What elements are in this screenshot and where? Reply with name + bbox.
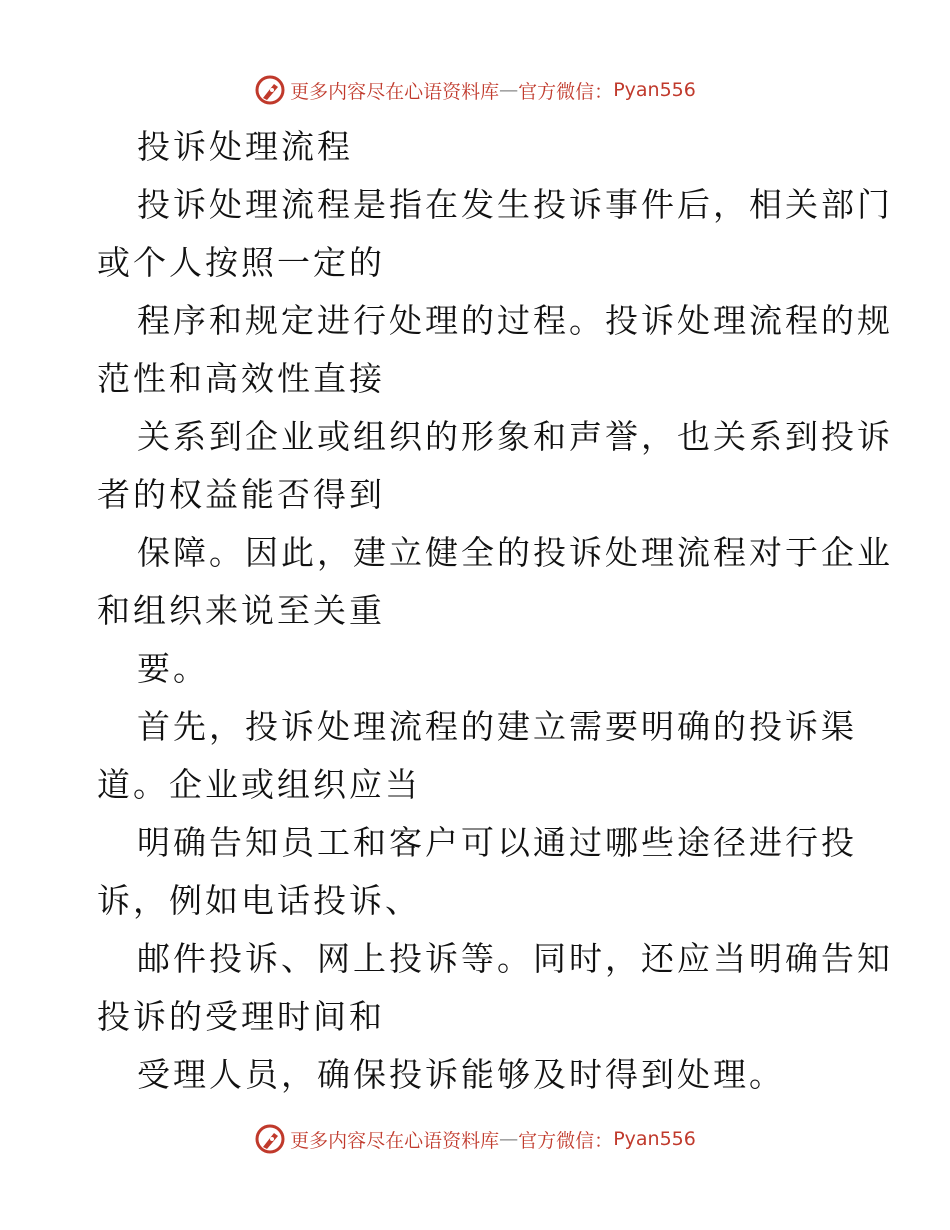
text-line: 投诉的受理时间和: [97, 997, 385, 1036]
text-line: 保障。因此，建立健全的投诉处理流程对于企业: [137, 533, 893, 572]
text-line: 诉，例如电话投诉、: [97, 881, 421, 920]
pen-nib-circle-icon: [254, 74, 286, 106]
text-line: 明确告知员工和客户可以通过哪些途径进行投: [137, 823, 857, 862]
header-banner: [0, 73, 950, 107]
text-line: 或个人按照一定的: [97, 243, 385, 282]
text-line: 受理人员，确保投诉能够及时得到处理。: [137, 1055, 785, 1094]
text-line: 投诉处理流程是指在发生投诉事件后，相关部门: [137, 185, 893, 224]
text-line: 和组织来说至关重: [97, 591, 385, 630]
document-body: [97, 118, 893, 1104]
footer-banner: [0, 1122, 950, 1156]
document-title: 投诉处理流程: [137, 127, 353, 166]
banner-promo-text: 更多内容尽在心语资料库: [290, 1129, 500, 1152]
banner-official-label: 官方微信：: [518, 1129, 614, 1152]
banner-wechat-id: Pyan556: [613, 79, 696, 101]
text-line: 范性和高效性直接: [97, 359, 385, 398]
text-line: 邮件投诉、网上投诉等。同时，还应当明确告知: [137, 939, 893, 978]
text-line: 程序和规定进行处理的过程。投诉处理流程的规: [137, 301, 893, 340]
pen-nib-circle-icon: [254, 1123, 286, 1155]
banner-promo-text: 更多内容尽在心语资料库: [290, 80, 500, 103]
text-line: 关系到企业或组织的形象和声誉，也关系到投诉: [137, 417, 893, 456]
banner-dash: —: [499, 1128, 519, 1150]
text-line: 要。: [137, 649, 209, 688]
text-line: 首先，投诉处理流程的建立需要明确的投诉渠: [137, 707, 857, 746]
banner-wechat-id: Pyan556: [613, 1128, 696, 1150]
banner-dash: —: [499, 79, 519, 101]
text-line: 道。企业或组织应当: [97, 765, 421, 804]
text-line: 者的权益能否得到: [97, 475, 385, 514]
banner-official-label: 官方微信：: [518, 80, 614, 103]
